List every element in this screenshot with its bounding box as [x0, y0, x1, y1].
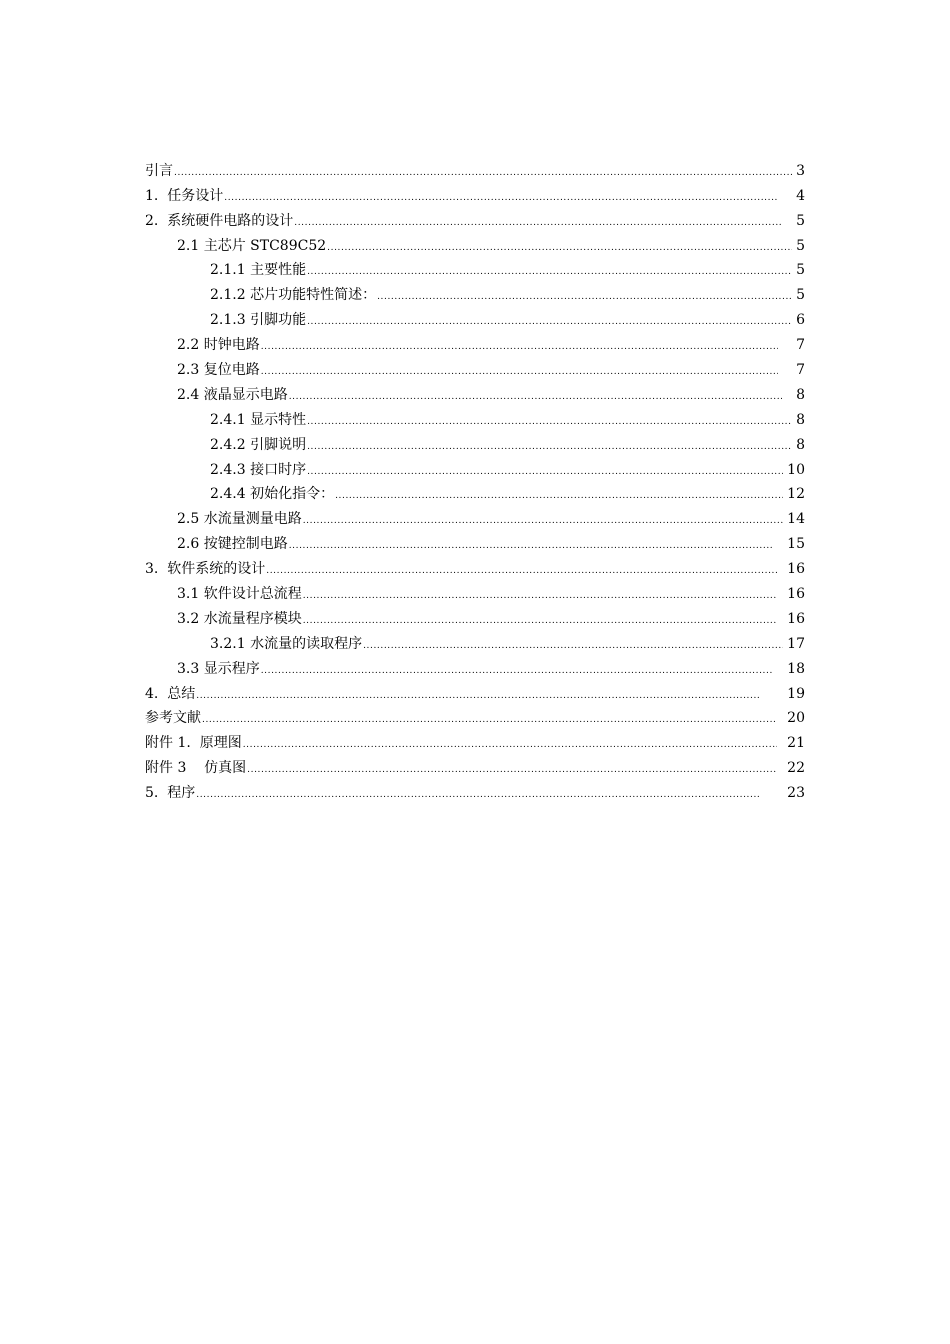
toc-dot-leader [289, 386, 782, 404]
toc-entry-title: 2.4.3 接口时序 [210, 461, 307, 478]
toc-dot-leader [363, 635, 783, 653]
toc-dot-leader [303, 585, 777, 603]
toc-entry-page: 23 [787, 785, 805, 802]
toc-entry-title: 附件 3 仿真图 [145, 760, 247, 777]
toc-entry-page: 16 [787, 610, 805, 627]
toc-entry[interactable] [0, 479, 805, 504]
toc-entry-page: 8 [796, 386, 805, 403]
toc-entry[interactable] [0, 553, 805, 578]
toc-entry-page: 5 [796, 237, 805, 254]
toc-entry-page: 8 [796, 436, 805, 453]
toc-dot-leader [243, 734, 777, 752]
toc-dot-leader [202, 709, 777, 727]
toc-entry[interactable] [0, 777, 805, 802]
toc-dot-leader [196, 784, 761, 802]
toc-dot-leader [303, 610, 777, 628]
table-of-contents [0, 155, 950, 802]
toc-entry-title: 附件 1. 原理图 [145, 735, 242, 752]
toc-entry-page: 16 [787, 586, 805, 603]
toc-dot-leader [174, 162, 792, 180]
toc-entry-page: 20 [787, 710, 805, 727]
toc-entry[interactable] [0, 354, 805, 379]
toc-dot-leader [289, 535, 773, 553]
toc-entry-title: 2.6 按键控制电路 [177, 536, 288, 553]
toc-entry-title: 2.1.3 引脚功能 [210, 312, 307, 329]
toc-entry-page: 6 [796, 312, 805, 329]
toc-entry-page: 18 [787, 660, 805, 677]
toc-entry[interactable] [0, 603, 805, 628]
toc-entry-page: 12 [787, 486, 805, 503]
toc-entry-title: 2.4.2 引脚说明 [210, 436, 307, 453]
toc-entry[interactable] [0, 230, 805, 255]
toc-entry[interactable] [0, 205, 805, 230]
toc-entry[interactable] [0, 404, 805, 429]
toc-entry-page: 10 [787, 461, 805, 478]
toc-entry[interactable] [0, 628, 805, 653]
toc-entry[interactable] [0, 329, 805, 354]
toc-dot-leader [335, 485, 783, 503]
toc-entry-page: 22 [787, 760, 805, 777]
toc-entry-title: 参考文献 [145, 710, 201, 727]
toc-entry[interactable] [0, 578, 805, 603]
toc-entry[interactable] [0, 279, 805, 304]
toc-entry[interactable] [0, 454, 805, 479]
toc-entry[interactable] [0, 255, 805, 280]
toc-entry[interactable] [0, 503, 805, 528]
toc-entry[interactable] [0, 379, 805, 404]
toc-dot-leader [294, 212, 782, 230]
toc-entry-page: 5 [796, 262, 805, 279]
toc-entry-title: 引言 [145, 162, 173, 179]
toc-entry-page: 5 [796, 212, 805, 229]
toc-entry-page: 8 [796, 411, 805, 428]
toc-entry-page: 7 [796, 337, 805, 354]
toc-entry[interactable] [0, 752, 805, 777]
toc-dot-leader [261, 336, 778, 354]
toc-entry-title: 5. 程序 [145, 785, 196, 802]
toc-entry-title: 2.1.2 芯片功能特性简述： [210, 287, 377, 304]
toc-entry-page: 16 [787, 561, 805, 578]
toc-dot-leader [196, 685, 761, 703]
toc-entry[interactable] [0, 703, 805, 728]
toc-dot-leader [307, 436, 792, 454]
toc-entry-page: 21 [787, 735, 805, 752]
toc-entry[interactable] [0, 528, 805, 553]
toc-entry-page: 3 [796, 162, 805, 179]
toc-entry-title: 1. 任务设计 [145, 187, 224, 204]
toc-entry-page: 15 [787, 536, 805, 553]
toc-entry-title: 3. 软件系统的设计 [145, 561, 266, 578]
toc-entry-page: 19 [787, 685, 805, 702]
toc-entry-title: 2.1 主芯片 STC89C52 [177, 237, 327, 254]
toc-entry-title: 2.5 水流量测量电路 [177, 511, 302, 528]
toc-entry-title: 3.2.1 水流量的读取程序 [210, 635, 363, 652]
toc-dot-leader [307, 411, 792, 429]
toc-dot-leader [307, 461, 783, 479]
toc-entry[interactable] [0, 180, 805, 205]
toc-entry-title: 2.2 时钟电路 [177, 337, 260, 354]
toc-dot-leader [261, 361, 778, 379]
toc-entry[interactable] [0, 429, 805, 454]
toc-entry-title: 2.3 复位电路 [177, 362, 260, 379]
toc-entry[interactable] [0, 678, 805, 703]
toc-entry-page: 4 [796, 187, 805, 204]
toc-dot-leader [307, 311, 792, 329]
toc-dot-leader [261, 660, 773, 678]
toc-dot-leader [266, 560, 777, 578]
toc-dot-leader [224, 187, 778, 205]
toc-dot-leader [327, 237, 792, 255]
toc-dot-leader [307, 261, 792, 279]
toc-entry[interactable] [0, 727, 805, 752]
toc-entry-page: 7 [796, 362, 805, 379]
toc-entry[interactable] [0, 653, 805, 678]
toc-entry-title: 2. 系统硬件电路的设计 [145, 212, 294, 229]
toc-dot-leader [303, 510, 783, 528]
toc-entry-title: 2.4.4 初始化指令： [210, 486, 335, 503]
toc-entry-page: 5 [796, 287, 805, 304]
toc-dot-leader [377, 286, 792, 304]
toc-entry-page: 14 [787, 511, 805, 528]
toc-entry-title: 3.3 显示程序 [177, 660, 260, 677]
toc-entry-page: 17 [787, 635, 805, 652]
toc-entry-title: 2.4.1 显示特性 [210, 411, 307, 428]
toc-entry[interactable] [0, 155, 805, 180]
toc-entry-title: 3.2 水流量程序模块 [177, 610, 302, 627]
toc-entry[interactable] [0, 304, 805, 329]
toc-dot-leader [247, 759, 777, 777]
toc-entry-title: 3.1 软件设计总流程 [177, 586, 302, 603]
toc-entry-title: 2.1.1 主要性能 [210, 262, 307, 279]
toc-entry-title: 4. 总结 [145, 685, 196, 702]
toc-entry-title: 2.4 液晶显示电路 [177, 386, 288, 403]
